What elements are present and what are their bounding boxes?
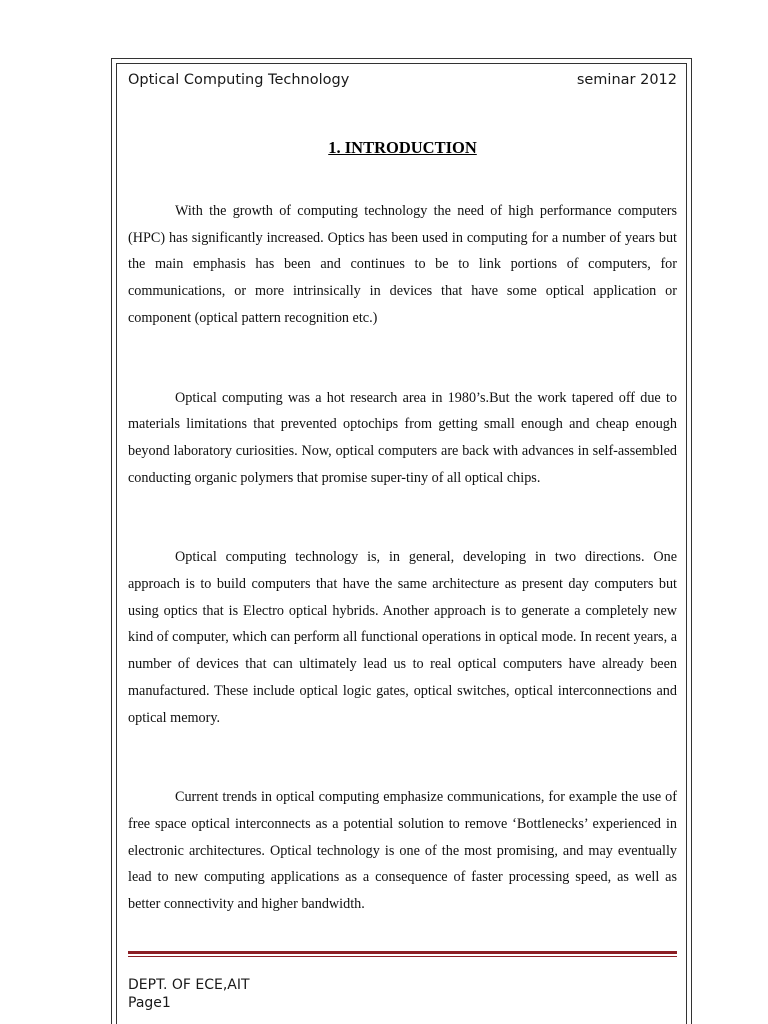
header-title: Optical Computing Technology [128, 72, 350, 88]
footer-rule-thick [128, 951, 677, 954]
paragraph-2: Optical computing was a hot research area in 1980’s.But the work tapered off due to materials limitations that prevented optochips from getting small enough and cheap enough beyond laboratory curiosities. Now, optical computers are back with advances in self-assembled conducting organic polymers that promise super-tiny of all optical chips. [128, 389, 677, 486]
section-heading: 1. INTRODUCTION [328, 138, 477, 157]
footer-page-number: Page1 [128, 995, 171, 1011]
header-seminar-label: seminar 2012 [576, 72, 677, 88]
paragraph-4: Current trends in optical computing emphasize communications, for example the use of free space optical interconnects as a potential solution to remove ‘Bottlenecks’ experienced in electronic architectures. Optical technology is one of the most promising, and may eventually lead to new computing applications as a consequence of faster processing speed, as well as better connectivity and higher bandwidth. [128, 789, 677, 913]
paragraph-3: Optical computing technology is, in general, developing in two directions. One approach is to build computers that have the same architecture as present day computers but using optics that is Electro optical hybrids. Another approach is to generate a completely new kind of computer, which can perform all functional operations in optical mode. In recent years, a number of devices that can ultimately lead us to real optical computers have already been manufactured. These include optical logic gates, optical switches, optical interconnections and optical memory. [128, 549, 677, 726]
footer-rule-thin [128, 956, 677, 957]
document-body [128, 198, 677, 918]
page-header [128, 72, 677, 94]
page-footer [128, 976, 250, 1012]
footer-department: DEPT. OF ECE,AIT [128, 977, 250, 993]
paragraph-1: With the growth of computing technology the need of high performance computers (HPC) has significantly increased. Optics has been used in computing for a number of years but the main emphasis has been and continues to be to link portions of computers, for communications, or more intrinsically in devices that have some optical application or component (optical pattern recognition etc.) [128, 203, 677, 326]
